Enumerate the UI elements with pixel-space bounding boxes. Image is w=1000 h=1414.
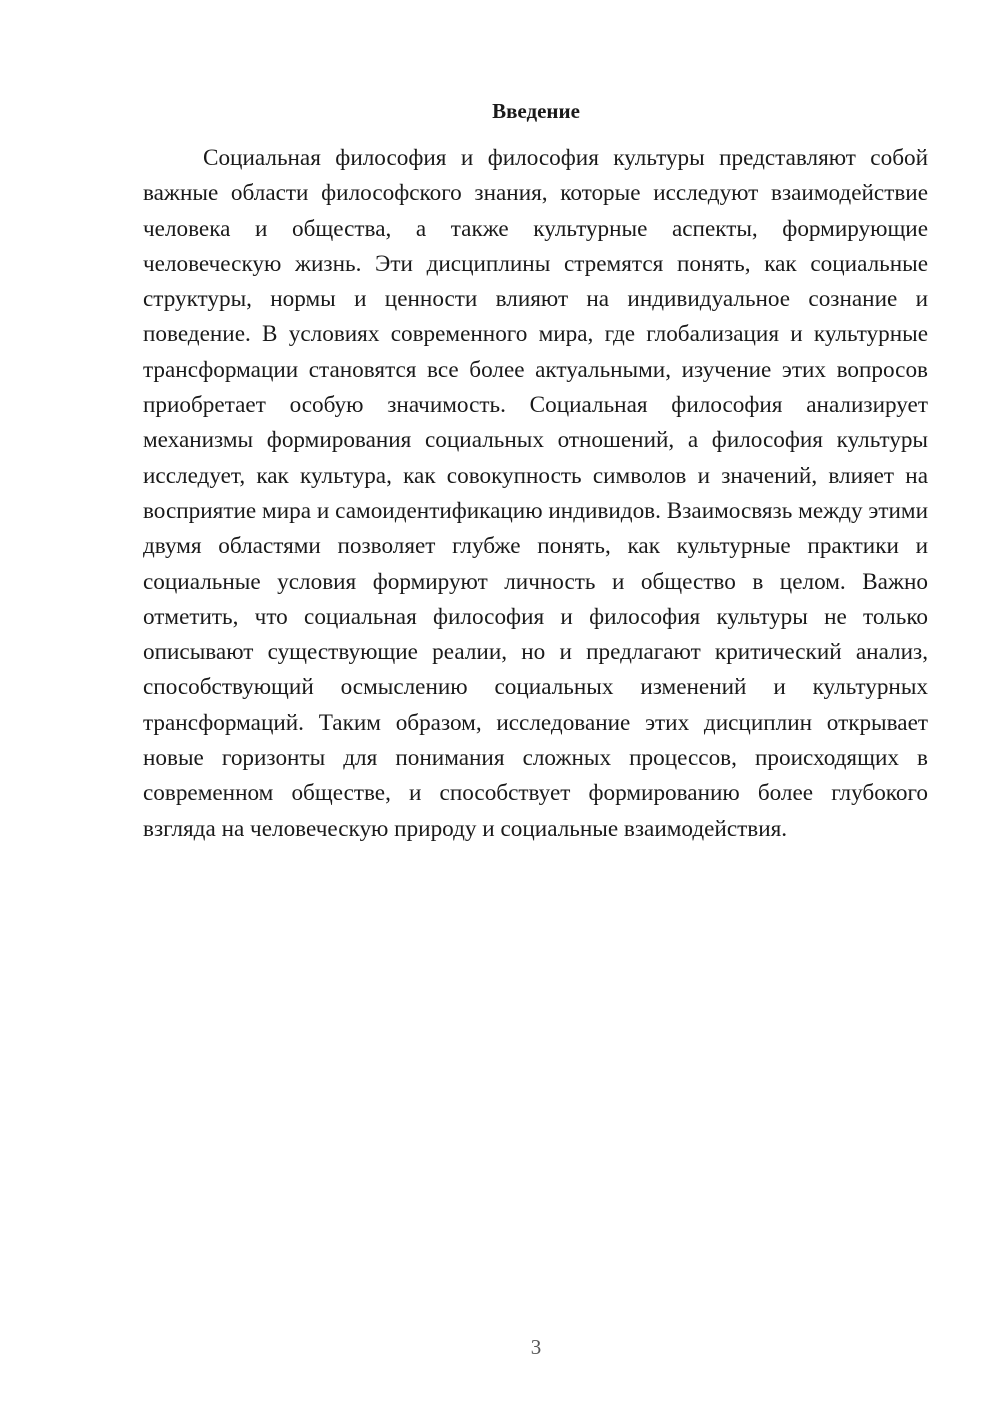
section-heading: Введение xyxy=(492,99,580,123)
page-number: 3 xyxy=(530,1335,542,1359)
body-paragraph: Социальная философия и философия культуры представляют собой важные области философского знания, которые исследуют взаимодействие человека и общества, а также культурные аспекты, формирующие человеческую жизнь. Эти дисциплины стремятся понять, как социальные структуры, нормы и ценности влияют на индивидуальное сознание и поведение. В условиях современного мира, где глобализация и культурные трансформации становятся все более актуальными, изучение этих вопросов приобретает особую значимость. Социальная философия анализирует механизмы формирования социальных отношений, а философия культуры исследует, как культура, как совокупность символов и значений, влияет на восприятие мира и самоидентификацию индивидов. Взаимосвязь между этими двумя областями позволяет глубже понять, как культурные практики и социальные условия формируют личность и общество в целом. Важно отметить, что социальная философия и философия культуры не только описывают существующие реалии, но и предлагают критический анализ, способствующий осмыслению социальных изменений и культурных трансформаций. Таким образом, исследование этих дисциплин открывает новые горизонты для понимания сложных процессов, происходящих в современном обществе, и способствует формированию более глубокого взгляда на человеческую природу и социальные взаимодействия. xyxy=(143,145,928,842)
